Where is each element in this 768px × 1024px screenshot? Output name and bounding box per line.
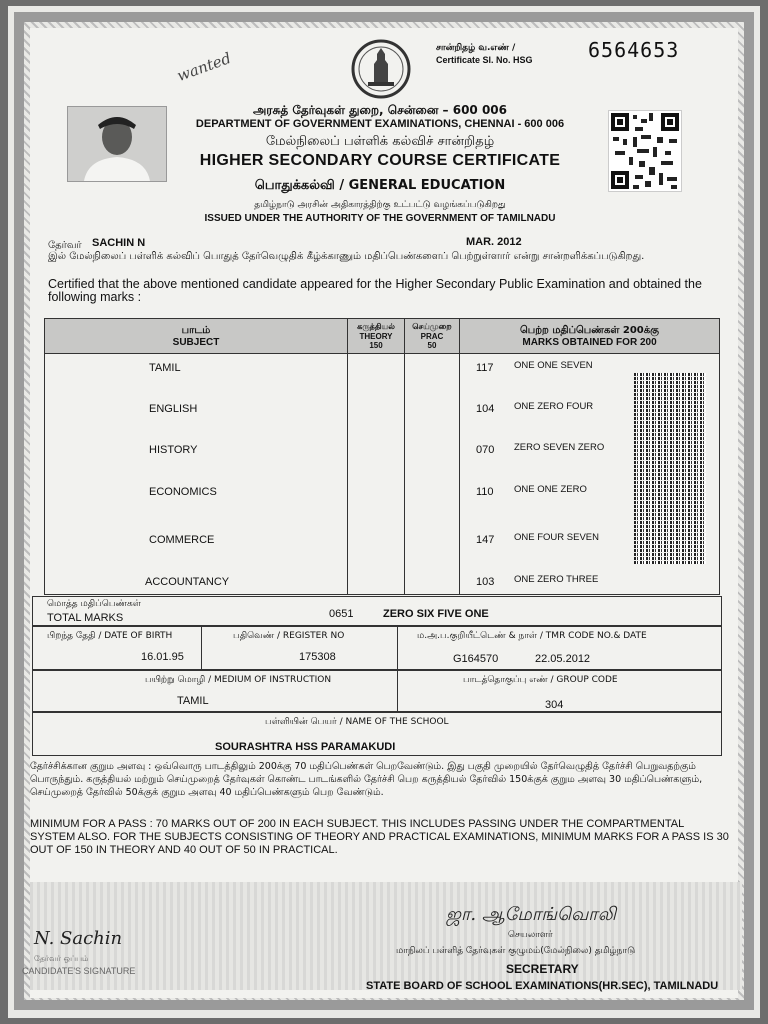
subject-marks-words: ONE ZERO FOUR bbox=[514, 401, 594, 412]
pass-note-english: MINIMUM FOR A PASS : 70 MARKS OUT OF 200 IN EACH SUBJECT. THIS INCLUDES PASSING UNDER THE COMPARTMENTAL SYSTEM ALSO. FOR THE SUBJECTS CONSISTING OF THEORY AND PRACTICAL EXAMINATIONS, MINIMUM MARKS FOR A PASS IS 30 OUT OF 150 IN THEORY AND 40 OUT OF 50 IN PRACTICAL. bbox=[30, 818, 729, 856]
marks-table-header bbox=[45, 319, 720, 354]
board-tamil: மாநிலப் பள்ளித் தேர்வுகள் குழுமம்(மேல்நிலை) தமிழ்நாடு bbox=[396, 946, 636, 956]
total-words: ZERO SIX FIVE ONE bbox=[383, 608, 489, 620]
candidate-signature-label: CANDIDATE'S SIGNATURE bbox=[22, 966, 136, 976]
subject-marks-words: ONE ONE SEVEN bbox=[514, 360, 593, 371]
secretary-title: SECRETARY bbox=[506, 962, 579, 976]
dept-tamil: அரசுத் தேர்வுகள் துறை, சென்னை – 600 006 bbox=[252, 103, 508, 117]
theory-column bbox=[348, 354, 405, 595]
prac-column bbox=[405, 354, 460, 595]
tamilnadu-emblem-icon bbox=[346, 38, 416, 100]
subject-name: ENGLISH bbox=[149, 403, 198, 415]
school-box bbox=[32, 712, 722, 756]
tmr-date: 22.05.2012 bbox=[535, 653, 591, 665]
secretary-tamil: செயலாளர் bbox=[508, 930, 553, 940]
marks-table bbox=[44, 318, 720, 595]
candidate-label-tamil: தேர்வர் bbox=[48, 240, 82, 251]
total-marks-box bbox=[32, 596, 722, 626]
serial-number: 6564653 bbox=[588, 38, 680, 62]
dob-label: பிறந்த தேதி / DATE OF BIRTH bbox=[47, 631, 173, 641]
subject-name: ECONOMICS bbox=[149, 486, 217, 498]
candidate-label-tamil: தேர்வர் ஒப்பம் bbox=[34, 954, 89, 963]
candidate-name: SACHIN N bbox=[92, 237, 146, 249]
handwritten-note: wanted bbox=[174, 48, 234, 86]
exam-month: MAR. 2012 bbox=[466, 236, 522, 248]
subject-marks-words: ZERO SEVEN ZERO bbox=[514, 442, 605, 453]
theory-header: கருத்தியல் THEORY 150 bbox=[348, 319, 405, 354]
subject-marks: 104 bbox=[476, 403, 495, 415]
person-photo-icon bbox=[68, 107, 166, 181]
total-label-tamil: மொத்த மதிப்பெண்கள் bbox=[47, 599, 141, 609]
marks-table-body bbox=[45, 354, 720, 595]
medium-label: பயிற்று மொழி / MEDIUM OF INSTRUCTION bbox=[145, 675, 332, 685]
certified-tamil: இல் மேல்நிலைப் பள்ளிக் கல்விப் பொதுத் தேர்வெழுதிக் கீழ்க்காணும் மதிப்பெண்களைப் பெற்றுள்ளார் என்று சான்றளிக்கப்படுகிறது. bbox=[48, 251, 645, 262]
subject-marks: 117 bbox=[476, 362, 494, 374]
dept-name: DEPARTMENT OF GOVERNMENT EXAMINATIONS, CHENNAI - 600 006 bbox=[195, 118, 565, 130]
secretary-signature: ஜா. ஆமோங்வொலி bbox=[446, 904, 617, 925]
page-title: HIGHER SECONDARY COURSE CERTIFICATE bbox=[199, 152, 561, 169]
candidate-signature: N. Sachin bbox=[34, 928, 123, 949]
details-row-1 bbox=[32, 626, 722, 670]
subject-marks-words: ONE ONE ZERO bbox=[514, 484, 587, 495]
dob-value: 16.01.95 bbox=[141, 651, 184, 663]
group-label: பாடத்தொகுப்பு எண் / GROUP CODE bbox=[463, 675, 618, 685]
qr-code-icon bbox=[608, 110, 682, 192]
subject-name: HISTORY bbox=[149, 444, 198, 456]
issued-tamil: தமிழ்நாடு அரசின் அதிகாரத்திற்கு உட்பட்டு வழங்கப்படுகிறது bbox=[254, 200, 506, 210]
board-name: STATE BOARD OF SCHOOL EXAMINATIONS(HR.SEC), TAMILNADU bbox=[366, 980, 719, 992]
certified-text: Certified that the above mentioned candidate appeared for the Higher Secondary Public Examination and obtained the following marks : bbox=[48, 277, 702, 304]
tmr-label: ம.அ.ப.குறியீட்டெண் & நாள் / TMR CODE NO.& DATE bbox=[417, 631, 647, 641]
details-row-2 bbox=[32, 670, 722, 712]
school-label: பள்ளியின் பெயர் / NAME OF THE SCHOOL bbox=[265, 717, 449, 727]
medium-value: TAMIL bbox=[177, 695, 209, 707]
subject-name: TAMIL bbox=[149, 362, 181, 374]
subject-header: பாடம் SUBJECT bbox=[45, 319, 348, 354]
school-name: SOURASHTRA HSS PARAMAKUDI bbox=[215, 741, 396, 753]
stream: பொதுக்கல்வி / GENERAL EDUCATION bbox=[254, 178, 506, 193]
subject-name: ACCOUNTANCY bbox=[145, 576, 230, 588]
subject-marks: 110 bbox=[476, 486, 494, 498]
subject-column bbox=[45, 354, 348, 595]
obtained-header: பெற்ற மதிப்பெண்கள் 200க்கு MARKS OBTAINED FOR 200 bbox=[460, 319, 720, 354]
subject-marks-words: ONE FOUR SEVEN bbox=[514, 532, 599, 543]
total-label: TOTAL MARKS bbox=[47, 612, 124, 624]
reg-label: பதிவெண் / REGISTER NO bbox=[233, 631, 345, 641]
signature-area bbox=[30, 882, 742, 990]
total-value: 0651 bbox=[329, 608, 354, 620]
subject-name: COMMERCE bbox=[149, 534, 215, 546]
security-barcode-icon bbox=[634, 372, 706, 564]
subject-marks: 103 bbox=[476, 576, 495, 588]
subject-marks-words: ONE ZERO THREE bbox=[514, 574, 599, 585]
tmr-code: G164570 bbox=[453, 653, 499, 665]
candidate-photo bbox=[67, 106, 167, 182]
reg-value: 175308 bbox=[299, 651, 336, 663]
prac-header: செய்முறை PRAC 50 bbox=[405, 319, 460, 354]
subject-marks: 147 bbox=[476, 534, 495, 546]
serial-label: சான்றிதழ் வ.எண் / Certificate Sl. No. HSG bbox=[436, 43, 533, 65]
cert-title-tamil: மேல்நிலைப் பள்ளிக் கல்விச் சான்றிதழ் bbox=[265, 134, 495, 149]
pass-note-tamil: தேர்ச்சிக்கான குறும அளவு : ஒவ்வொரு பாடத்திலும் 200க்கு 70 மதிப்பெண்கள் பெறவேண்டும். இது பகுதி முறையில் தேர்வெழுதித் தேர்ச்சி பெறுவதற்கும் பொருந்தும். கருத்தியல் மற்றும் செய்முறைத் தேர்வுகள் கொண்ட பாடங்களில் தேர்ச்சி பெற கருத்தியல் தேர்வில் 150க்குக் குறும அளவு 30 மதிப்பெண்களும், செய்முறைத் தேர்வில் 50க்குக் குறும அளவு 40 மதிப்பெண்களும் பெற வேண்டும். bbox=[30, 761, 703, 798]
group-value: 304 bbox=[545, 699, 564, 711]
issued-authority: ISSUED UNDER THE AUTHORITY OF THE GOVERNMENT OF TAMILNADU bbox=[204, 213, 556, 224]
subject-marks: 070 bbox=[476, 444, 495, 456]
